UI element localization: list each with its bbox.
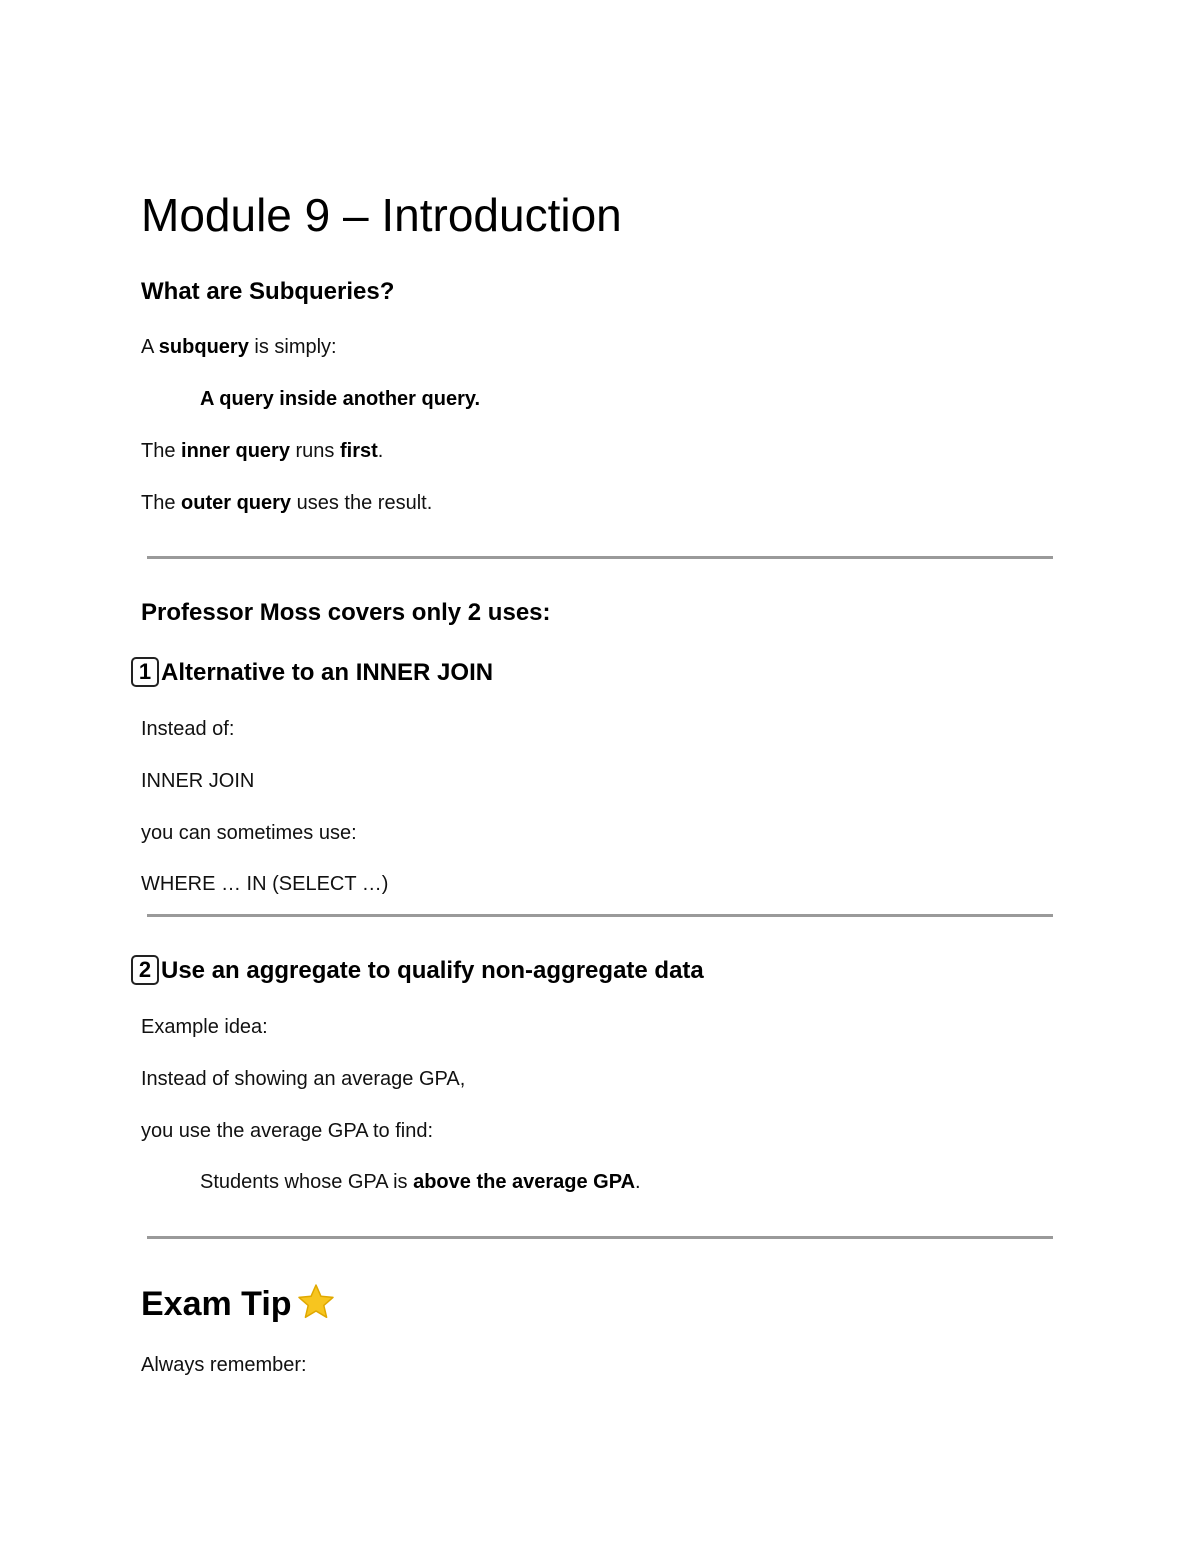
bold-term-subquery: subquery [158,336,249,358]
exam-tip-heading-text: Exam Tip [141,1285,292,1323]
text-span: . [377,440,384,462]
bold-quote: A query inside another query. [200,388,481,410]
subquery-definition [141,334,337,360]
use-2-line-3: you use the average GPA to find: [141,1120,434,1142]
use-2-line-2: Instead of showing an average GPA, [141,1068,466,1090]
text-span: The [141,440,182,462]
page-title: Module 9 – Introduction [141,189,622,241]
heading-what-are-subqueries: What are Subqueries? [141,278,395,305]
inner-query-line [141,438,383,464]
use-2-line-1: Example idea: [141,1016,268,1038]
outer-query-line [141,490,432,516]
horizontal-divider [147,1236,1053,1239]
bold-term-outer-query: outer query [181,492,292,514]
horizontal-divider [147,556,1053,559]
bold-term-first: first [339,440,378,462]
text-span: uses the result. [291,492,433,514]
text-span: . [635,1171,641,1193]
subquery-definition-quote [200,386,480,412]
use-1-line-2: INNER JOIN [141,770,255,792]
text-span: The [141,492,182,514]
number-2-icon: 2 [131,955,159,985]
text-span: A [141,336,159,358]
heading-professor-moss-uses: Professor Moss covers only 2 uses: [141,599,551,626]
horizontal-divider [147,914,1053,917]
use-1-line-4: WHERE … IN (SELECT …) [141,873,389,895]
use-2-heading-text: Use an aggregate to qualify non-aggregate data [161,957,704,984]
text-span: is simply: [248,336,337,358]
use-2-line-4 [200,1169,641,1195]
star-icon [296,1282,336,1322]
use-1-line-3: you can sometimes use: [141,822,357,844]
exam-tip-line-1: Always remember: [141,1354,307,1376]
use-1-heading-text: Alternative to an INNER JOIN [161,659,494,686]
text-span: runs [289,440,340,462]
bold-term-above-average: above the average GPA [413,1171,636,1193]
bold-term-inner-query: inner query [181,440,290,462]
heading-use-1 [131,658,493,689]
heading-exam-tip [141,1284,336,1326]
text-span: Students whose GPA is [200,1171,414,1193]
number-1-icon: 1 [131,657,159,687]
heading-use-2 [131,956,704,987]
use-1-line-1: Instead of: [141,718,235,740]
